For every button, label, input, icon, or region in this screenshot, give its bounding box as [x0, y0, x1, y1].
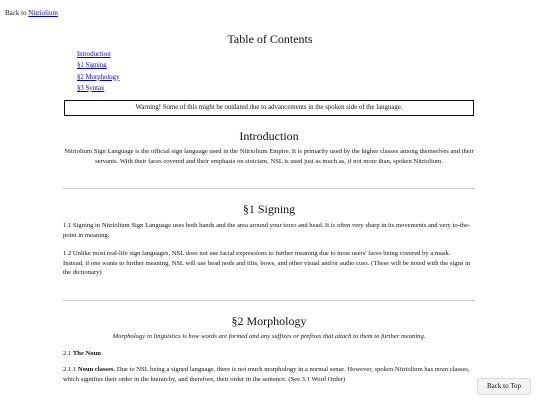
toc-link-syntax[interactable]: §3 Syntax: [77, 84, 105, 92]
back-navigation: [5, 8, 58, 18]
noun-classes-text: . Due to NSL being a signed language, there is not much morphology in a normal sense. However, spoken Nitriolium has noun classes, which signifies their order in the hierarchy, and therefore, their order in the sentence. (See 3.1 Word Order): [63, 366, 470, 383]
introduction-section: [63, 128, 475, 166]
signing-paragraph-1: 1.1 Signing in Nitriolium Sign Language uses both hands and the area around your torso and head. It is often very sharp in its movements and very to-the-point in meaning.: [63, 222, 471, 239]
noun-classes-number: 2.1.1: [63, 366, 78, 374]
signing-paragraph-3: Instead, if one wants to further meaning, NSL will use head nods and tilts, bows, and other visual and/or audio cues. (These will be noted with the signs in the dictionary): [63, 259, 471, 277]
toc-list: [77, 49, 119, 94]
section-divider: [63, 188, 475, 189]
noun-subheading: [63, 349, 475, 359]
noun-classes-paragraph: [63, 365, 475, 384]
noun-classes-term: Noun classes: [77, 366, 114, 374]
introduction-heading: Introduction: [239, 129, 299, 143]
noun-subheading-number: 2.1: [63, 349, 73, 357]
toc-link-introduction[interactable]: Introduction: [77, 51, 111, 58]
section-divider: [63, 300, 475, 301]
introduction-text: Nitriolium Sign Language is the official sign language used in the Nitriolium Empire. It is primarily used by the higher classes among themselves and their servants. With their faces covered and their emphasis on stoicism, NSL is used just as much as, if not more than, spoken Nitriolium.: [64, 148, 474, 165]
morphology-lede: Morphology in linguistics is how words are formed and any suffixes or prefixes that attach to them to further meaning.: [112, 333, 426, 340]
toc-title: Table of Contents: [227, 32, 313, 46]
signing-paragraph-2: 1.2 Unlike most real-life sign languages, NSL does not use facial expressions to further meaning due to most users' faces being covered by a mask.: [63, 250, 451, 258]
morphology-section: [63, 313, 475, 384]
warning-box: Warning! Some of this might be outdated due to advancements in the spoken side of the language.: [64, 100, 474, 116]
signing-section: [63, 201, 475, 278]
morphology-heading: §2 Morphology: [231, 314, 307, 328]
back-prefix: Back to: [5, 9, 29, 17]
toc-link-morphology[interactable]: §2 Morphology: [77, 73, 120, 81]
back-to-nitriolium-link[interactable]: Nitriolium: [28, 9, 58, 17]
back-to-top-button[interactable]: Back to Top: [477, 378, 531, 395]
signing-heading: §1 Signing: [242, 202, 296, 216]
noun-subheading-title: The Noun: [72, 349, 101, 357]
toc-link-signing[interactable]: §1 Signing: [77, 62, 107, 70]
